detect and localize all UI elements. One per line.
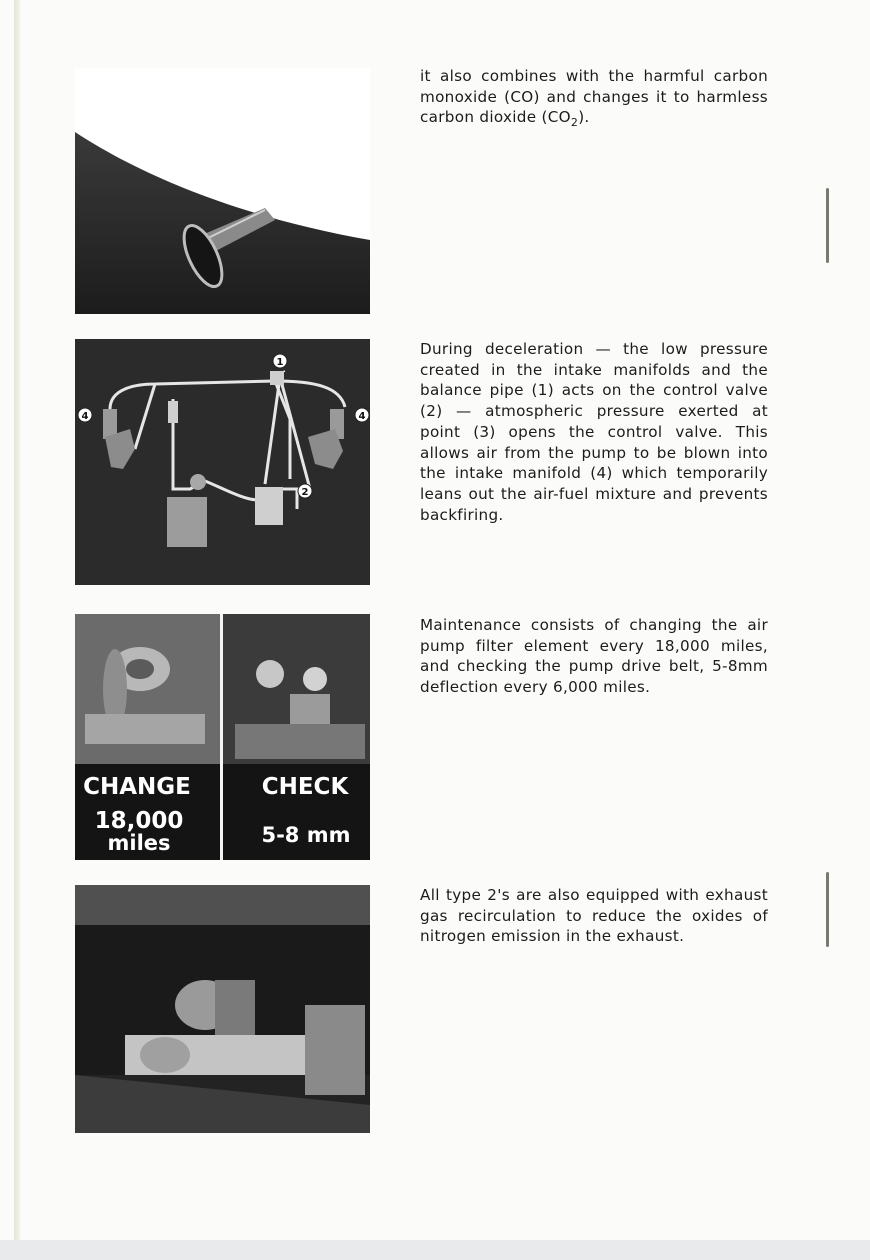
diagram-callout-4-right: [355, 408, 369, 422]
margin-mark: [826, 872, 829, 947]
diagram-callout-1: [273, 354, 287, 368]
paragraph-egr: All type 2's are also equipped with exhaust gas recirculation to reduce the oxides of nitrogen emission in the exhaust.: [420, 886, 768, 946]
paragraph-deceleration: During deceleration — the low pressure created in the intake manifolds and the balance pipe (1) acts on the control valve (2) — atmospheric pressure exerted at point (3) opens the control valve. This allows air from the pump to be blown into the intake manifold (4) which temporarily leans out the air-fuel mixture and prevents backfiring.: [420, 340, 768, 524]
change-unit: miles: [107, 831, 171, 855]
co2-subscript: 2: [570, 116, 579, 130]
diagram-callout-4-left: [78, 408, 92, 422]
diagram-callout-2: [298, 484, 312, 498]
paragraph-catalytic: [420, 66, 768, 134]
check-label: CHECK: [261, 774, 349, 800]
svg-text:4: 4: [358, 411, 366, 422]
exhaust-pipe-photo: [75, 68, 370, 314]
change-label: CHANGE: [83, 774, 191, 800]
svg-text:1: 1: [276, 357, 284, 368]
paragraph-catalytic-text: it also combines with the harmful carbon monoxide (CO) and changes it to harmless carbon dioxide (CO: [420, 67, 768, 127]
change-value: 18,000: [94, 808, 184, 834]
air-injection-diagram: [75, 339, 370, 585]
maintenance-photo: [75, 614, 370, 860]
svg-text:2: 2: [301, 487, 309, 498]
paragraph-catalytic-end: ).: [578, 108, 590, 127]
svg-text:4: 4: [81, 411, 89, 422]
page-spine-edge: [14, 0, 20, 1240]
paragraph-maintenance: Maintenance consists of changing the air pump filter element every 18,000 miles, and checking the pump drive belt, 5-8mm deflection every 6,000 miles.: [420, 616, 768, 697]
check-value: 5-8 mm: [261, 823, 351, 847]
page-bottom-edge: [0, 1240, 870, 1260]
egr-engine-photo: [75, 885, 370, 1133]
margin-mark: [826, 188, 829, 263]
